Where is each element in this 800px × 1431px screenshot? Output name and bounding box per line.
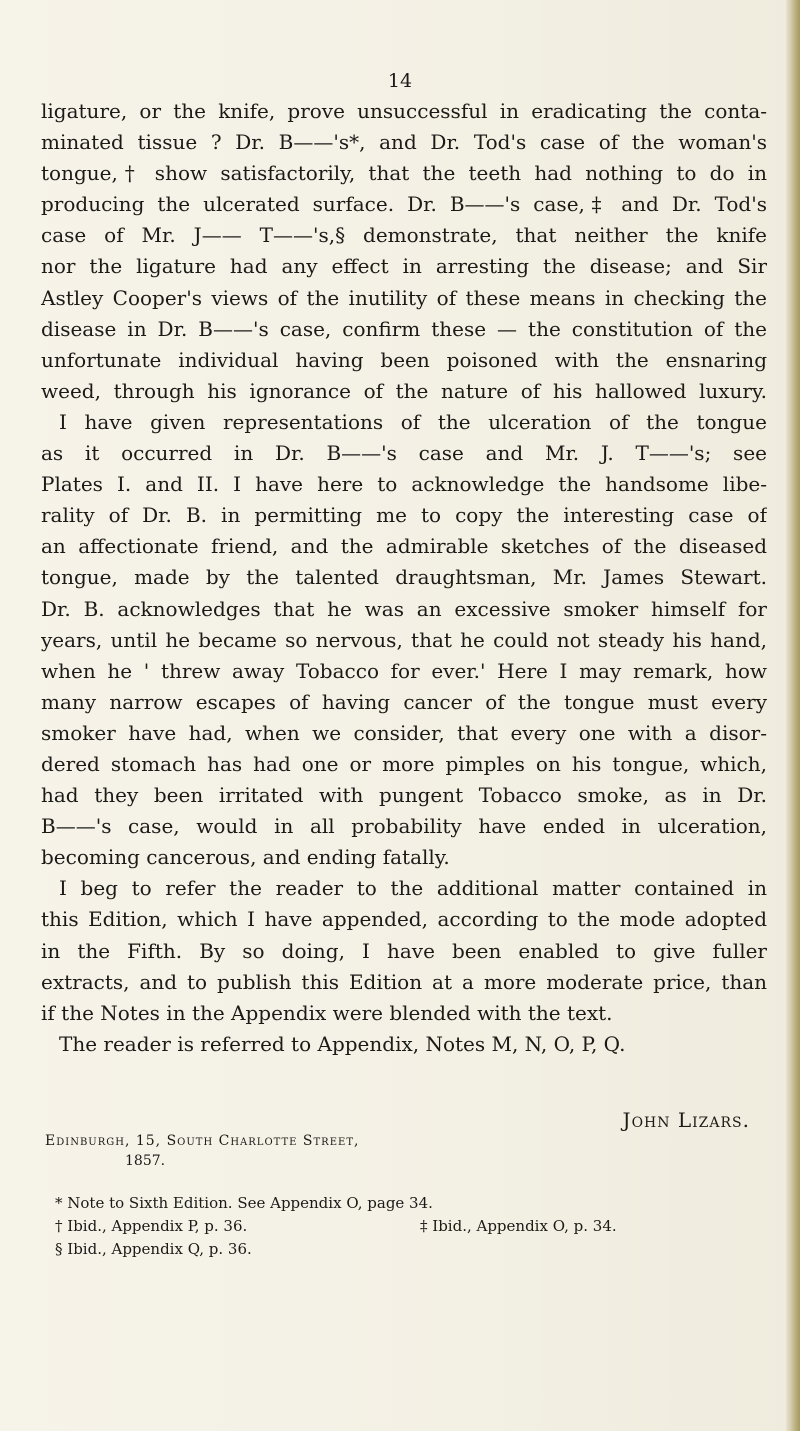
text-line: minated tissue ? Dr. B——'s*, and Dr. Tod's case of the woman's <box>41 130 767 155</box>
text-line: rality of Dr. B. in permitting me to copy the interesting case of <box>41 503 767 528</box>
text-line: case of Mr. J—— T——'s,§ demonstrate, that neither the knife <box>41 223 767 248</box>
year-line: 1857. <box>125 1153 166 1169</box>
text-line: B——'s case, would in all probability have ended in ulceration, <box>41 814 767 839</box>
text-line: dered stomach has had one or more pimples on his tongue, which, <box>41 751 767 776</box>
place-line: Edinburgh, 15, South Charlotte Street, <box>45 1133 360 1149</box>
text-line: this Edition, which I have appended, according to the mode adopted <box>41 907 767 932</box>
text-line: smoker have had, when we consider, that every one with a disor- <box>41 720 767 745</box>
text-line: The reader is referred to Appendix, Notes M, N, O, P, Q. <box>59 1031 626 1056</box>
text-line: becoming cancerous, and ending fatally. <box>41 845 450 870</box>
text-line: unfortunate individual having been poisoned with the ensnaring <box>41 347 767 372</box>
text-line: in the Fifth. By so doing, I have been enabled to give fuller <box>41 938 767 963</box>
page-edge <box>786 0 800 1431</box>
text-line: had they been irritated with pungent Tobacco smoke, as in Dr. <box>41 783 767 808</box>
text-line: weed, through his ignorance of the nature of his hallowed luxury. <box>41 378 767 403</box>
footnote: * Note to Sixth Edition. See Appendix O, page 34. <box>55 1194 433 1212</box>
text-line: Astley Cooper's views of the inutility of these means in checking the <box>41 285 767 310</box>
footnote-row <box>55 1215 755 1238</box>
text-line: tongue,† show satisfactorily, that the teeth had nothing to do in <box>41 161 767 186</box>
text-line: ligature, or the knife, prove unsuccessful in eradicating the conta- <box>41 99 767 123</box>
text-line: disease in Dr. B——'s case, confirm these — the constitution of the <box>41 316 767 341</box>
footnote: † Ibid., Appendix P, p. 36. <box>55 1217 248 1235</box>
text-line: I beg to refer the reader to the additional matter contained in <box>59 876 767 901</box>
page-number: 14 <box>387 70 413 92</box>
text-line: producing the ulcerated surface. Dr. B——'s case,‡ and Dr. Tod's <box>41 192 767 217</box>
footnote: ‡ Ibid., Appendix O, p. 34. <box>420 1217 617 1235</box>
body-text <box>41 96 767 1060</box>
text-line: tongue, made by the talented draughtsman, Mr. James Stewart. <box>41 565 767 590</box>
text-line: many narrow escapes of having cancer of the tongue must every <box>41 689 767 714</box>
text-line: I have given representations of the ulceration of the tongue <box>59 409 767 434</box>
footnotes <box>55 1192 755 1261</box>
text-line: Plates I. and II. I have here to acknowledge the handsome libe- <box>41 472 767 497</box>
text-line: when he ' threw away Tobacco for ever.' Here I may remark, how <box>41 658 767 683</box>
footnote: § Ibid., Appendix Q, p. 36. <box>55 1240 252 1258</box>
text-line: years, until he became so nervous, that he could not steady his hand, <box>41 627 767 652</box>
footnote-row <box>55 1192 755 1215</box>
text-line: Dr. B. acknowledges that he was an excessive smoker himself for <box>41 596 767 621</box>
text-line: nor the ligature had any effect in arresting the disease; and Sir <box>41 254 767 279</box>
text-line: if the Notes in the Appendix were blended with the text. <box>41 1000 613 1025</box>
text-line: as it occurred in Dr. B——'s case and Mr. J. T——'s; see <box>41 441 767 466</box>
text-line: extracts, and to publish this Edition at a more moderate price, than <box>41 969 767 994</box>
author-signature: John Lizars. <box>622 1108 750 1132</box>
text-line: an affectionate friend, and the admirable sketches of the diseased <box>41 534 767 559</box>
footnote-row <box>55 1238 755 1261</box>
